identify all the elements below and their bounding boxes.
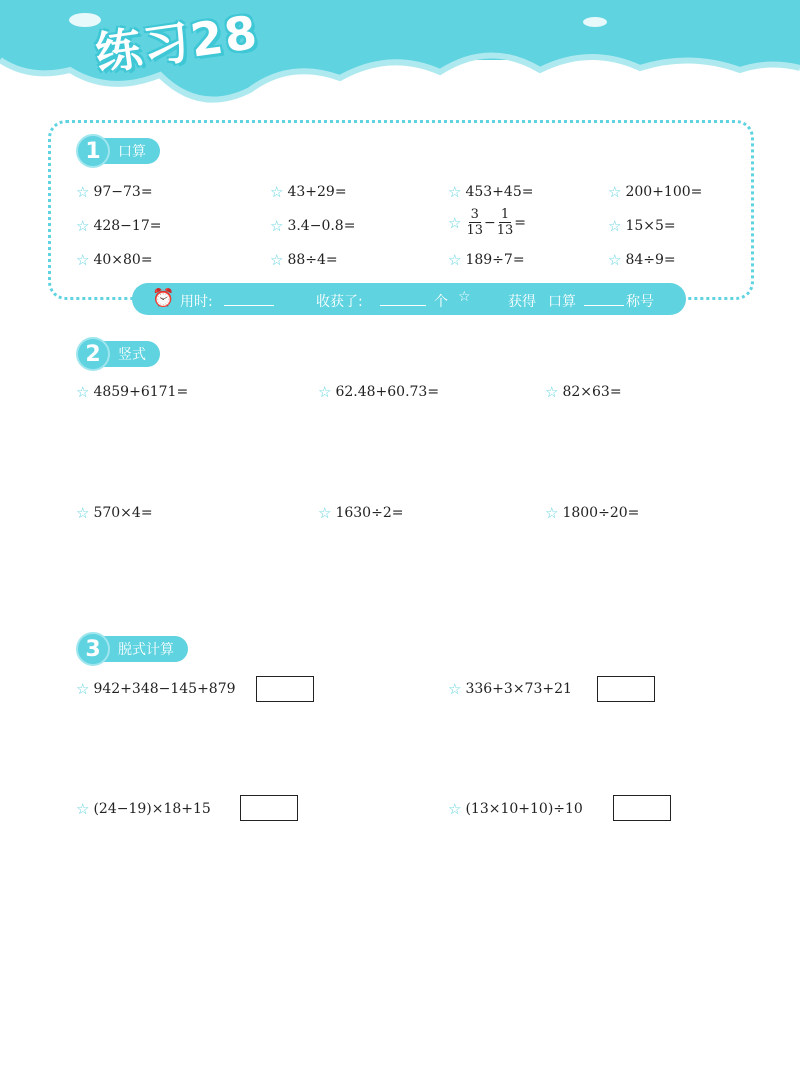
fraction-item: ☆ $\frac{3}{13}$ − $\frac{1}{13}$ = xyxy=(448,207,527,238)
oral-item: ☆ 40×80= xyxy=(76,251,153,269)
stepwise-calc-item: ☆ 336+3×73+21 xyxy=(448,680,572,698)
earned-sub: 口算 xyxy=(548,294,576,310)
alarm-clock-icon: ⏰ xyxy=(152,288,175,309)
section-number: 1 xyxy=(76,134,110,168)
vertical-calc-item: ☆ 82×63= xyxy=(545,383,622,401)
answer-box[interactable] xyxy=(597,676,655,702)
star-icon: ☆ xyxy=(448,680,462,698)
harvest-unit: 个 xyxy=(434,294,448,310)
star-icon: ☆ xyxy=(76,217,90,235)
star-icon: ☆ xyxy=(76,800,90,818)
section-number: 2 xyxy=(76,337,110,371)
oral-item: ☆ 428−17= xyxy=(76,217,162,235)
harvest-blank[interactable] xyxy=(380,305,426,306)
time-blank[interactable] xyxy=(224,305,274,306)
oral-item: ☆ 453+45= xyxy=(448,183,534,201)
star-icon: ☆ xyxy=(448,213,462,232)
star-icon: ☆ xyxy=(76,680,90,698)
star-icon: ☆ xyxy=(76,183,90,201)
oral-item: ☆ 84÷9= xyxy=(608,251,676,269)
star-icon: ☆ xyxy=(318,504,332,522)
oral-item: ☆ 200+100= xyxy=(608,183,703,201)
answer-box[interactable] xyxy=(256,676,314,702)
vertical-calc-item: ☆ 1800÷20= xyxy=(545,504,640,522)
star-icon: ☆ xyxy=(458,289,471,305)
earned-label: 获得 xyxy=(508,294,536,310)
stepwise-calc-item: ☆ 942+348−145+879 xyxy=(76,680,236,698)
section-number: 3 xyxy=(76,632,110,666)
fraction: $\frac{3}{13}$ xyxy=(466,207,483,238)
page-title: 练习28 xyxy=(92,4,263,82)
vertical-calc-item: ☆ 4859+6171= xyxy=(76,383,189,401)
title-suffix: 称号 xyxy=(626,294,654,310)
title-blank[interactable] xyxy=(584,305,624,306)
star-icon: ☆ xyxy=(545,383,559,401)
star-icon: ☆ xyxy=(448,800,462,818)
stepwise-calc-item: ☆ (13×10+10)÷10 xyxy=(448,800,583,818)
star-icon: ☆ xyxy=(608,251,622,269)
star-icon: ☆ xyxy=(545,504,559,522)
vertical-calc-item: ☆ 62.48+60.73= xyxy=(318,383,440,401)
oral-item: ☆ 15×5= xyxy=(608,217,676,235)
star-icon: ☆ xyxy=(76,383,90,401)
star-icon: ☆ xyxy=(76,251,90,269)
star-icon: ☆ xyxy=(608,217,622,235)
fraction: $\frac{1}{13}$ xyxy=(496,207,514,238)
section-label: 脱式计算 xyxy=(96,636,188,662)
harvest-label: 收获了: xyxy=(316,294,363,310)
score-status-bar xyxy=(132,283,686,315)
oral-item: ☆ 97−73= xyxy=(76,183,153,201)
oral-item: ☆ 3.4−0.8= xyxy=(270,217,356,235)
star-icon: ☆ xyxy=(318,383,332,401)
header-banner xyxy=(0,0,800,120)
star-icon: ☆ xyxy=(76,504,90,522)
oral-item: ☆ 43+29= xyxy=(270,183,347,201)
star-icon: ☆ xyxy=(448,183,462,201)
section-2-badge xyxy=(76,341,160,367)
time-label: 用时: xyxy=(180,294,213,310)
answer-box[interactable] xyxy=(613,795,671,821)
answer-box[interactable] xyxy=(240,795,298,821)
vertical-calc-item: ☆ 1630÷2= xyxy=(318,504,404,522)
section-3-badge xyxy=(76,636,188,662)
oral-item: ☆ 189÷7= xyxy=(448,251,525,269)
section-label: 竖式 xyxy=(96,341,160,367)
section-1-badge xyxy=(76,138,160,164)
star-icon: ☆ xyxy=(448,251,462,269)
star-icon: ☆ xyxy=(270,217,284,235)
oral-item: ☆ 88÷4= xyxy=(270,251,338,269)
star-icon: ☆ xyxy=(608,183,622,201)
stepwise-calc-item: ☆ (24−19)×18+15 xyxy=(76,800,211,818)
vertical-calc-item: ☆ 570×4= xyxy=(76,504,153,522)
star-icon: ☆ xyxy=(270,183,284,201)
star-icon: ☆ xyxy=(270,251,284,269)
section-label: 口算 xyxy=(96,138,160,164)
